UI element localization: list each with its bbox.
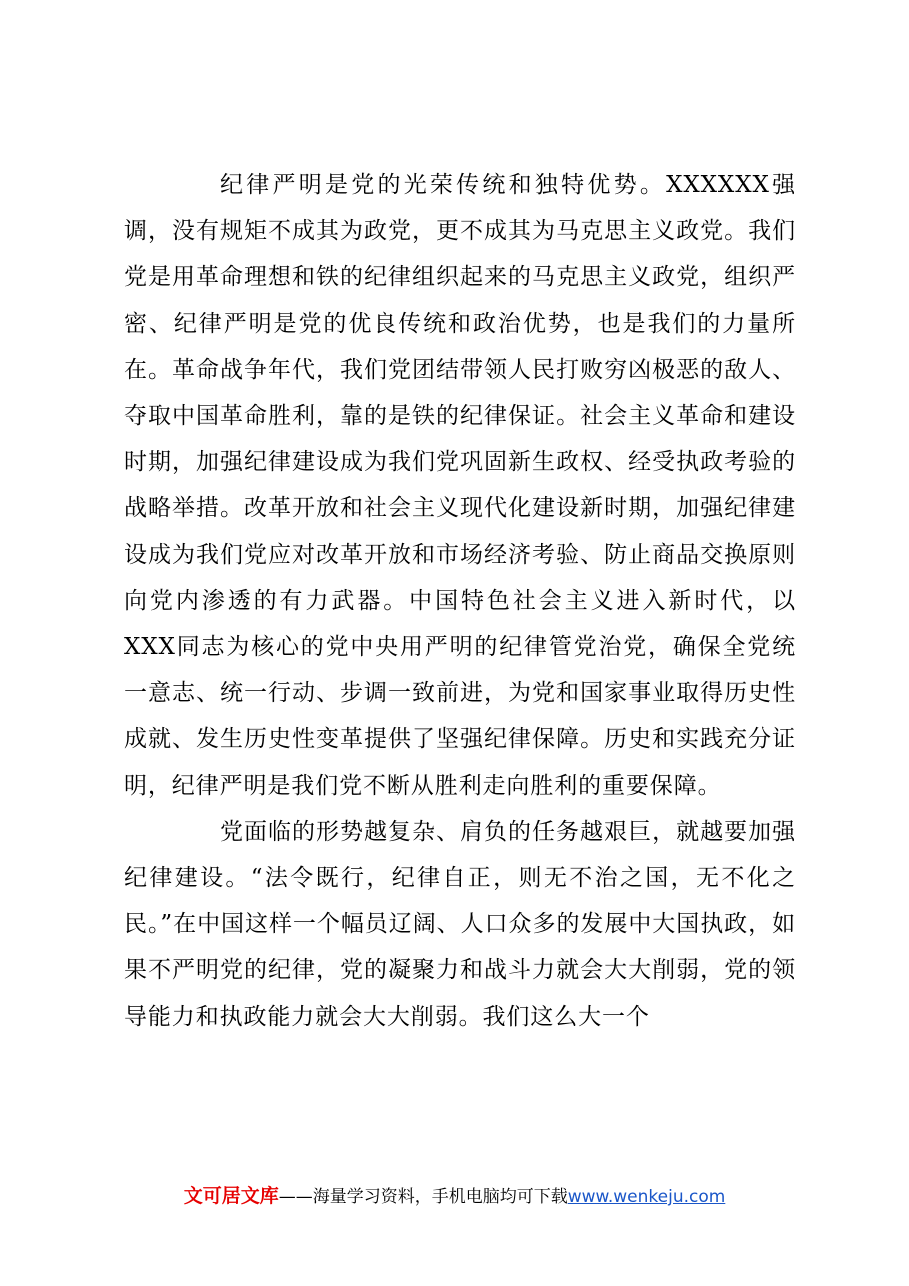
footer-tagline: ——海量学习资料，手机电脑均可下载 xyxy=(278,1187,568,1207)
paragraph-1: 纪律严明是党的光荣传统和独特优势。XXXXXX强调，没有规矩不成其为政党，更不成其为马克思主义政党。我们党是用革命理想和铁的纪律组织起来的马克思主义政党，组织严密、纪律严明是党的优良传统和政治优势，也是我们的力量所在。革命战争年代，我们党团结带领人民打败穷凶极恶的敌人、夺取中国革命胜利，靠的是铁的纪律保证。社会主义革命和建设时期，加强纪律建设成为我们党巩固新生政权、经受执政考验的战略举措。改革开放和社会主义现代化建设新时期，加强纪律建设成为我们党应对改革开放和市场经济考验、防止商品交换原则向党内渗透的有力武器。中国特色社会主义进入新时代，以XXX同志为核心的党中央用严明的纪律管党治党，确保全党统一意志、统一行动、步调一致前进，为党和国家事业取得历史性成就、发生历史性变革提供了坚强纪律保障。历史和实践充分证明，纪律严明是我们党不断从胜利走向胜利的重要保障。 xyxy=(124,172,796,799)
footer-banner xyxy=(0,1183,909,1210)
paragraph-2: 党面临的形势越复杂、肩负的任务越艰巨，就越要加强纪律建设。“法令既行，纪律自正，则无不治之国，无不化之民。”在中国这样一个幅员辽阔、人口众多的发展中大国执政，如果不严明党的纪律，党的凝聚力和战斗力就会大大削弱，党的领导能力和执政能力就会大大削弱。我们这么大一个 xyxy=(124,818,796,1030)
document-body xyxy=(124,162,796,1040)
footer-brand-name: 文可居文库 xyxy=(183,1185,279,1207)
footer-website-link[interactable]: www.wenkeju.com xyxy=(567,1187,726,1207)
